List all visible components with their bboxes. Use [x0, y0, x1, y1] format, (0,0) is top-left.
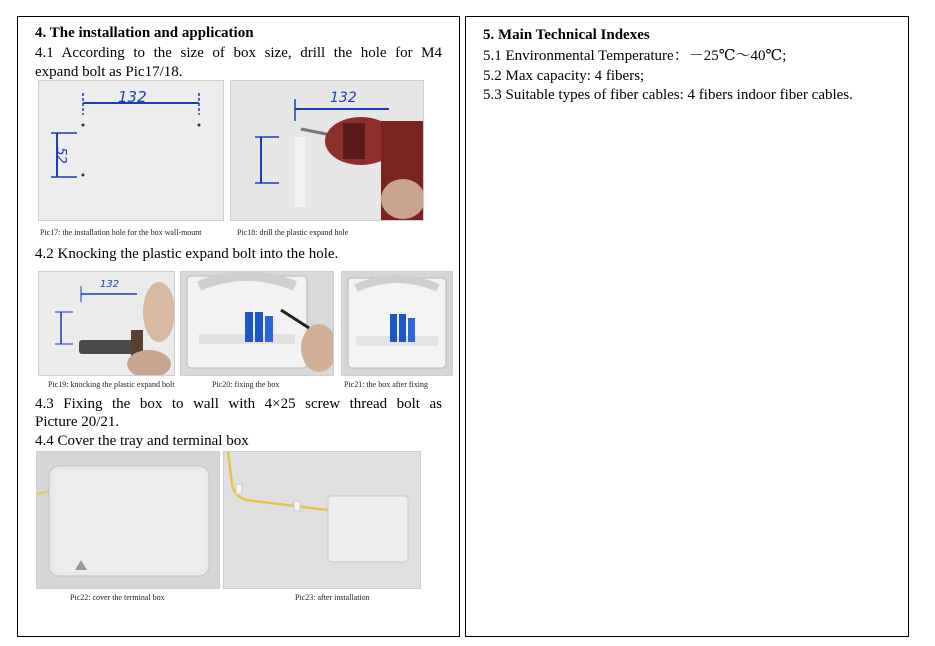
pic23-caption: Pic23: after installation: [295, 593, 370, 602]
pic22-image: [36, 451, 220, 589]
tech-index-capacity: 5.2 Max capacity: 4 fibers;: [483, 68, 645, 84]
step-4-3-line2: Picture 20/21.: [35, 414, 120, 430]
pic20-caption: Pic20: fixing the box: [212, 380, 280, 389]
step-4-1-line2: expand bolt as Pic17/18.: [35, 64, 183, 80]
pic17-dimension-width: 132: [118, 88, 147, 106]
pic19-dimension-width: 132: [100, 279, 120, 290]
pic18-caption: Pic18: drill the plastic expand hole: [237, 228, 349, 237]
pic22-caption: Pic22: cover the terminal box: [70, 593, 165, 602]
pic21-caption: Pic21: the box after fixing: [344, 380, 428, 389]
step-4-3-line1: 4.3 Fixing the box to wall with 4×25 screw thread bolt as: [35, 396, 442, 412]
step-4-4: 4.4 Cover the tray and terminal box: [35, 433, 249, 449]
pic21-image: [341, 271, 453, 376]
pic17-caption: Pic17: the installation hole for the box wall-mount: [40, 228, 202, 237]
step-4-1-line1: 4.1 According to the size of box size, drill the hole for M4: [35, 45, 442, 61]
step-4-2: 4.2 Knocking the plastic expand bolt into the hole.: [35, 246, 339, 262]
technical-indexes-panel: [465, 16, 909, 637]
tech-index-cable-types: 5.3 Suitable types of fiber cables: 4 fibers indoor fiber cables.: [483, 87, 853, 103]
installation-heading: 4. The installation and application: [35, 25, 254, 41]
pic18-dimension-width: 132: [330, 90, 357, 106]
pic23-image: [223, 451, 421, 589]
pic18-image: [230, 80, 424, 221]
pic19-caption: Pic19: knocking the plastic expand bolt: [48, 380, 175, 389]
pic17-dimension-height: 52: [52, 147, 68, 164]
technical-indexes-heading: 5. Main Technical Indexes: [483, 27, 650, 43]
pic20-image: [180, 271, 334, 376]
tech-index-temperature: 5.1 Environmental Temperature：－25℃～40℃;: [483, 48, 787, 64]
